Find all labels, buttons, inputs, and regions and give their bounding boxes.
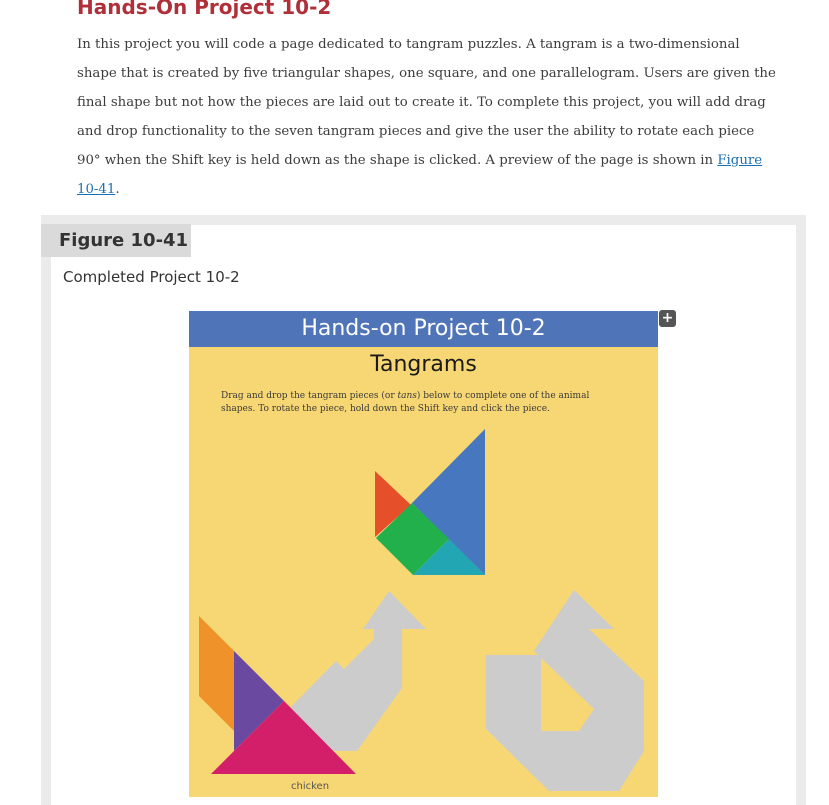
intro-end: . <box>115 182 120 197</box>
tangram-board <box>189 311 658 797</box>
instructions-start: Drag and drop the tangram pieces (or <box>221 391 398 401</box>
plus-icon[interactable]: + <box>659 310 676 327</box>
instructions-em: tans <box>397 391 417 401</box>
intro-text: In this project you will code a page dedicated to tangram puzzles. A tangram is a two-dimensional shape that is created by five triangular shapes, one square, and one parallelogram. Users are given the final shape but not how the pieces are laid out to create it. To complete this project, you will add drag and drop functionality to the seven tangram pieces and give the user the ability to rotate each piece 90° when the Shift key is held down as the shape is clicked. A preview of the page is shown in <box>77 37 776 168</box>
tan-parallelogram-orange[interactable] <box>199 616 234 731</box>
figure-caption: Completed Project 10-2 <box>63 268 240 286</box>
preview-title: Tangrams <box>370 352 477 377</box>
swan-silhouette <box>486 590 644 791</box>
figure-link[interactable]: Figure 10-41 <box>77 153 763 197</box>
intro-paragraph <box>77 30 777 204</box>
figure-label: Figure 10-41 <box>41 224 191 257</box>
preview-banner: Hands-on Project 10-2 <box>189 311 658 347</box>
project-heading: Hands-On Project 10-2 <box>77 0 332 19</box>
chicken-label: chicken <box>291 781 330 792</box>
instructions-end: ) below to complete one of the animal shapes. To rotate the piece, hold down the Shift key and click the piece. <box>221 391 590 414</box>
project-preview-image <box>189 311 658 797</box>
